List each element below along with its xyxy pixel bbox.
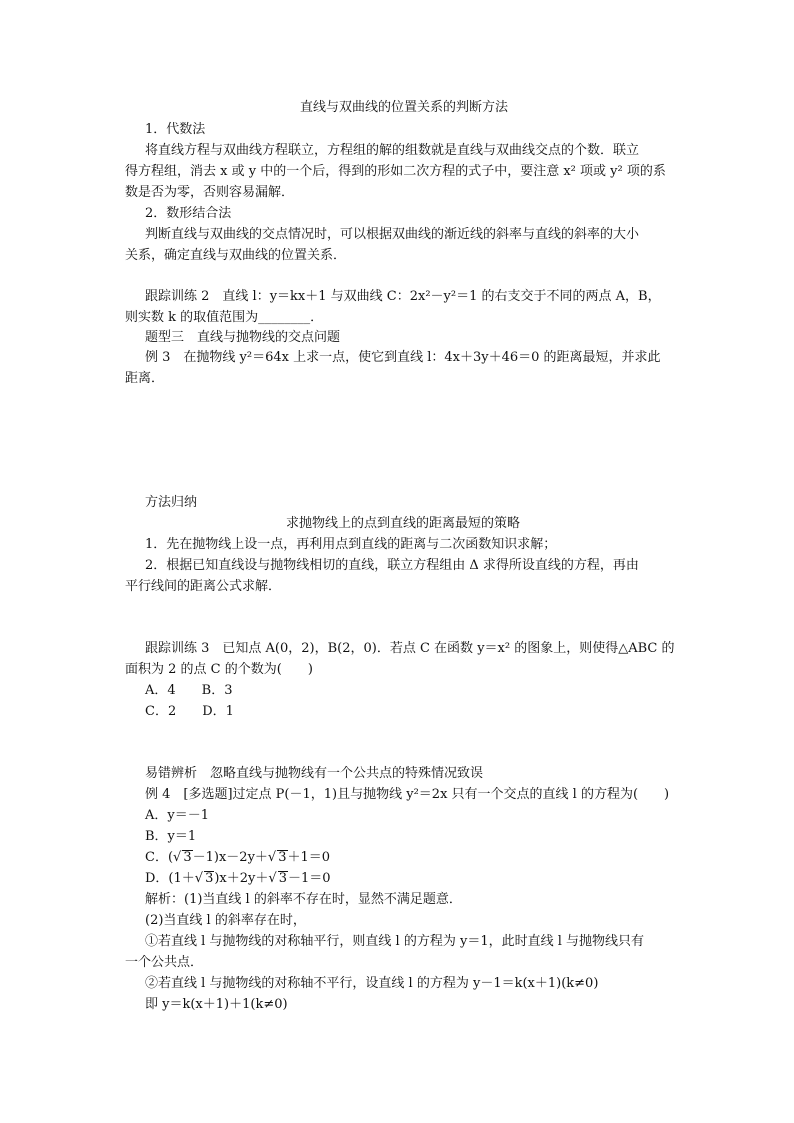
option-d-radicand-2: 3 <box>278 871 287 886</box>
method-summary-label: 方法归纳 <box>145 495 198 510</box>
pitfall-heading: 易错辨析 忽略直线与抛物线有一个公共点的特殊情况致误 <box>145 766 484 781</box>
section-2-line-1: 判断直线与双曲线的交点情况时，可以根据双曲线的渐近线的斜率与直线的斜率的大小 <box>145 227 640 242</box>
section-2-heading: 2．数形结合法 <box>145 206 232 221</box>
example-3-line-2: 距离． <box>125 371 165 386</box>
practice-3-line-1: 跟踪训练 3 已知点 A(0，2)，B(2，0)．若点 C 在函数 y＝x² 的图象上，则使得△ABC 的 <box>145 641 675 656</box>
practice-3-line-2: 面积为 2 的点 C 的个数为( ) <box>125 662 313 677</box>
method-summary-line-1: 1．先在抛物线上设一点，再利用点到直线的距离与二次函数知识求解； <box>145 537 557 552</box>
sqrt-symbol-icon: √ <box>194 871 204 886</box>
option-c-minus-one: －1 <box>192 850 214 865</box>
example-3-line-1: 例 3 在抛物线 y²＝64x 上求一点，使它到直线 l：4x＋3y＋46＝0 的距离最短，并求此 <box>145 350 661 365</box>
section-1-heading: 1．代数法 <box>145 122 206 137</box>
solution-line-5: ②若直线 l 与抛物线的对称轴不平行，设直线 l 的方程为 y－1＝k(x＋1)(k≠0) <box>145 976 599 991</box>
section-2-line-2: 关系，确定直线与双曲线的位置关系． <box>125 248 347 263</box>
example-4-option-b: B．y＝1 <box>145 829 197 844</box>
example-4-stem: 例 4 [多选题]过定点 P(－1，1)且与抛物线 y²＝2x 只有一个交点的直线 l 的方程为( ) <box>145 787 670 802</box>
practice-2-line-2: 则实数 k 的取值范围为________． <box>125 310 324 325</box>
option-d-middle: )x＋2y＋ <box>214 871 269 886</box>
method-summary-line-3: 平行线间的距离公式求解． <box>125 579 282 594</box>
solution-line-2: (2)当直线 l 的斜率存在时， <box>145 913 306 928</box>
example-4-option-a: A．y＝－1 <box>145 808 210 823</box>
sqrt-symbol-icon: √ <box>268 871 277 886</box>
document-title: 直线与双曲线的位置关系的判断方法 <box>300 100 509 115</box>
sqrt-symbol-icon: √ <box>173 850 182 865</box>
sqrt-symbol-icon: √ <box>267 850 277 865</box>
solution-line-4: 一个公共点． <box>125 955 204 970</box>
example-4-option-c <box>145 849 330 867</box>
option-d-prefix: D．(1＋ <box>145 871 195 886</box>
solution-line-3: ①若直线 l 与抛物线的对称轴平行，则直线 l 的方程为 y＝1，此时直线 l 与抛物线只有 <box>145 934 645 949</box>
section-1-line-2: 得方程组，消去 x 或 y 中的一个后，得到的形如二次方程的式子中，要注意 x² 项或 y² 项的系 <box>125 164 666 179</box>
option-d-radicand-1: 3 <box>205 871 214 886</box>
method-summary-title: 求抛物线上的点到直线的距离最短的策略 <box>286 516 521 531</box>
option-c-suffix: ＋1＝0 <box>287 850 331 865</box>
solution-line-1: 解析：(1)当直线 l 的斜率不存在时，显然不满足题意． <box>145 892 462 907</box>
option-d-suffix: －1＝0 <box>287 871 331 886</box>
section-1-line-1: 将直线方程与双曲线方程联立，方程组的解的组数就是直线与双曲线交点的个数．联立 <box>145 143 640 158</box>
option-c-radicand-2: 3 <box>278 850 287 865</box>
method-summary-line-2: 2．根据已知直线设与抛物线相切的直线，联立方程组由 Δ 求得所设直线的方程，再由 <box>145 558 639 573</box>
topic-3-heading: 题型三 直线与抛物线的交点问题 <box>145 330 341 345</box>
practice-3-options-cd: C．2 D．1 <box>145 704 234 719</box>
option-c-radicand-1: 3 <box>183 850 192 865</box>
practice-3-options-ab: A．4 B．3 <box>145 683 233 698</box>
practice-2-line-1: 跟踪训练 2 直线 l：y＝kx＋1 与双曲线 C：2x²－y²＝1 的右支交于不同的两点 A，B， <box>145 289 661 304</box>
section-1-line-3: 数是否为零，否则容易漏解． <box>125 185 295 200</box>
option-c-middle: )x－2y＋ <box>213 850 268 865</box>
option-c-prefix: C．( <box>145 850 174 865</box>
example-4-option-d <box>145 870 331 888</box>
solution-line-6: 即 y＝k(x＋1)＋1(k≠0) <box>145 997 288 1012</box>
